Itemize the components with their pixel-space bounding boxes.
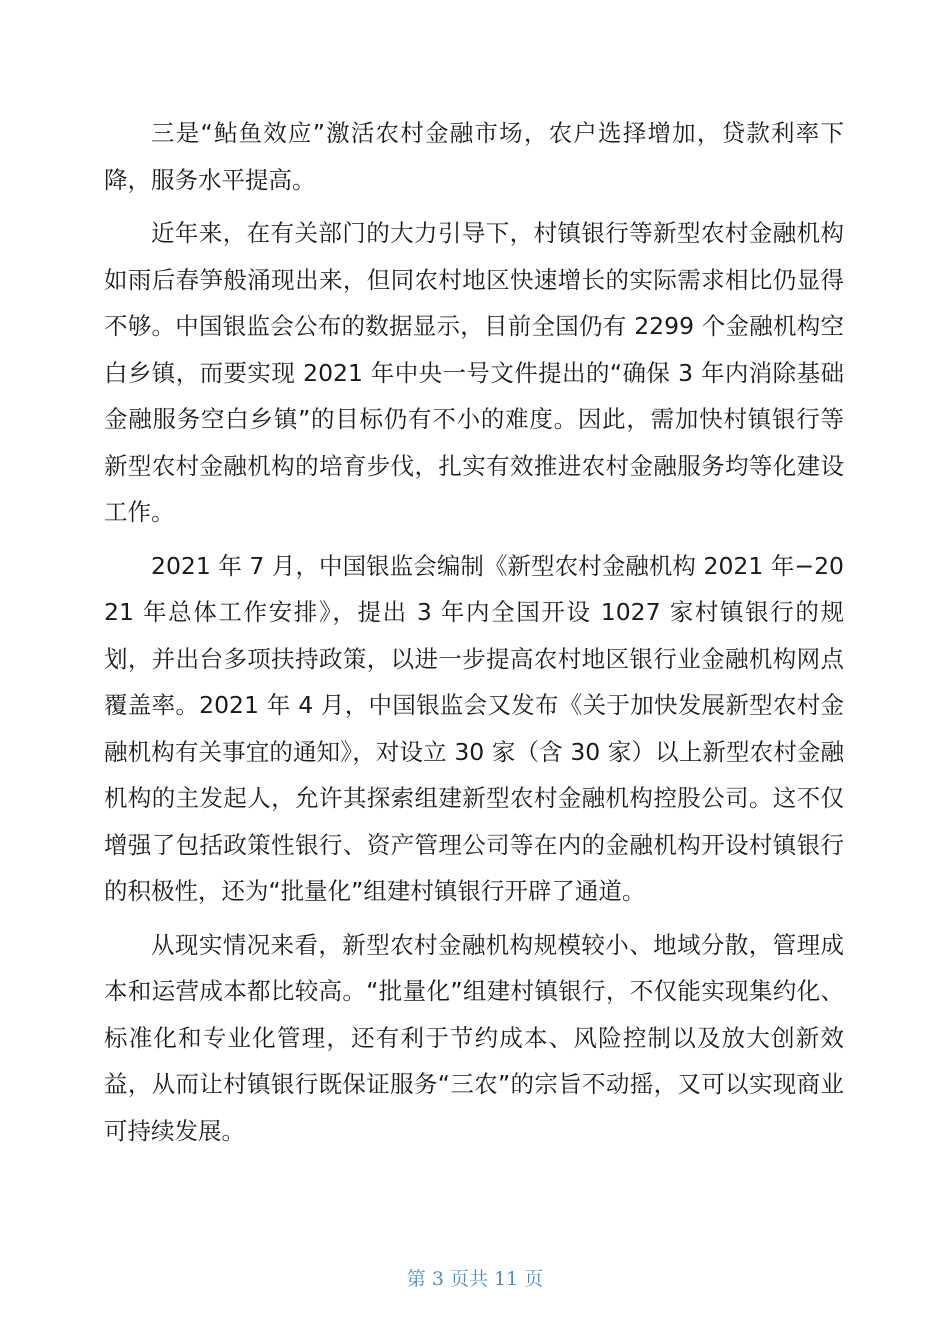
paragraph-4: 从现实情况来看，新型农村金融机构规模较小、地域分散，管理成本和运营成本都比较高。“批量化”组建村镇银行，不仅能实现集约化、标准化和专业化管理，还有利于节约成本、风险控制以及放大创新效益，从而让村镇银行既保证服务“三农”的宗旨不动摇，又可以实现商业可持续发展。	[104, 930, 844, 1145]
paragraph-3: 2021 年 7 月，中国银监会编制《新型农村金融机构 2021 年−2021 年总体工作安排》，提出 3 年内全国开设 1027 家村镇银行的规划，并出台多项扶持政策，以进一步提高农村地区银行业金融机构网点覆盖率。2021 年 4 月，中国银监会又发布《关于加快发展新型农村金融机构有关事宜的通知》，对设立 30 家（含 30 家）以上新型农村金融机构的主发起人，允许其探索组建新型农村金融机构控股公司。这不仅增强了包括政策性银行、资产管理公司等在内的金融机构开设村镇银行的积极性，还为“批量化”组建村镇银行开辟了通道。	[104, 551, 844, 905]
page-number-footer: 第 3 页共 11 页	[406, 1268, 544, 1290]
paragraph-1: 三是“鲇鱼效应”激活农村金融市场，农户选择增加，贷款利率下降，服务水平提高。	[104, 119, 844, 194]
paragraph-2: 近年来，在有关部门的大力引导下，村镇银行等新型农村金融机构如雨后春笋般涌现出来，但同农村地区快速增长的实际需求相比仍显得不够。中国银监会公布的数据显示，目前全国仍有 2299 个金融机构空白乡镇，而要实现 2021 年中央一号文件提出的“确保 3 年内消除基础金融服务空白乡镇”的目标仍有不小的难度。因此，需加快村镇银行等新型农村金融机构的培育步伐，扎实有效推进农村金融服务均等化建设工作。	[104, 219, 844, 526]
document-body	[104, 110, 844, 1154]
